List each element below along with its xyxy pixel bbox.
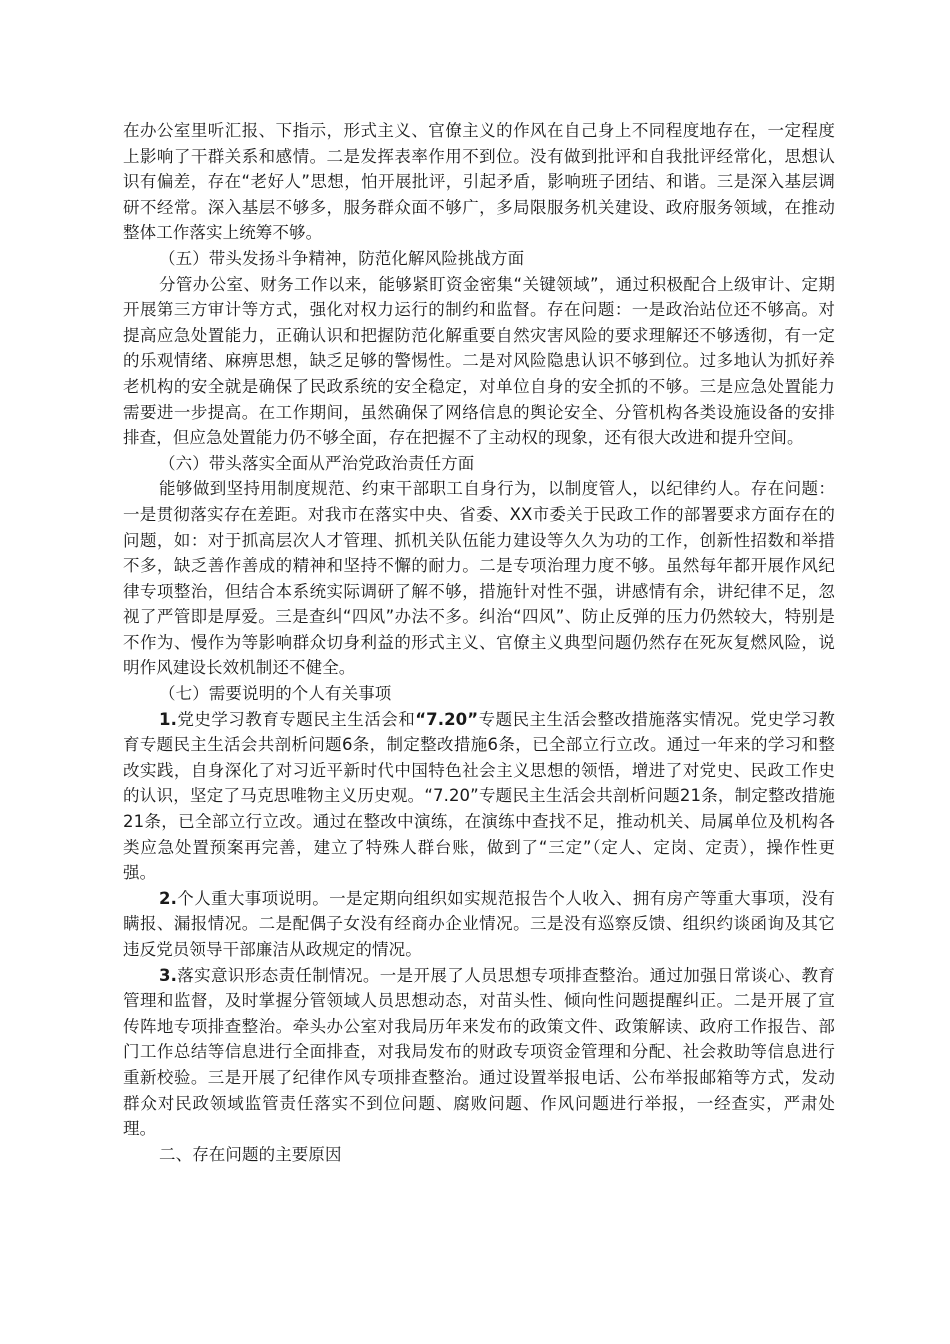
- paragraph-section-5: 分管办公室、财务工作以来，能够紧盯资金密集“关键领域”，通过积极配合上级审计、定期开展第三方审计等方式，强化对权力运行的制约和监督。存在问题：一是政治站位还不够高。对提高应急处置能力，正确认识和把握防范化解重要自然灾害风险的要求理解还不够透彻，有一定的乐观情绪、麻痹思想，缺乏足够的警惕性。二是对风险隐患认识不够到位。过多地认为抓好养老机构的安全就是确保了民政系统的安全稳定，对单位自身的安全抓的不够。三是应急处置能力需要进一步提高。在工作期间，虽然确保了网络信息的舆论安全、分管机构各类设施设备的安排排查，但应急处置能力仍不够全面，存在把握不了主动权的现象，还有很大改进和提升空间。: [123, 274, 835, 448]
- paragraph-item-1: [123, 707, 835, 886]
- paragraph-section-6: 能够做到坚持用制度规范、约束干部职工自身行为，以制度管人，以纪律约人。存在问题：一是贯彻落实存在差距。对我市在落实中央、省委、XX市委关于民政工作的部署要求方面存在的问题，如：对于抓高层次人才管理、抓机关队伍能力建设等久久为功的工作，创新性招数和举措不多，缺乏善作善成的精神和坚持不懈的耐力。二是专项治理力度不够。虽然每年都开展作风纪律专项整治，但结合本系统实际调研了解不够，措施针对性不强，讲感情有余，讲纪律不足，忽视了严管即是厚爱。三是查纠“四风”办法不多。纠治“四风”、防止反弹的压力仍然较大，特别是不作为、慢作为等影响群众切身利益的形式主义、官僚主义典型问题仍然存在死灰复燃风险，说明作风建设长效机制还不健全。: [123, 479, 835, 678]
- item-number-1: 1.: [159, 709, 177, 729]
- section-heading-6: （六）带头落实全面从严治党政治责任方面: [159, 453, 475, 473]
- item-number-3: 3.: [159, 965, 177, 985]
- item-number-2: 2.: [159, 888, 177, 908]
- paragraph-intro: 在办公室里听汇报、下指示，形式主义、官僚主义的作风在自己身上不同程度地存在，一定程度上影响了干群关系和感情。二是发挥表率作用不到位。没有做到批评和自我批评经常化，思想认识有偏差，存在“老好人”思想，怕开展批评，引起矛盾，影响班子团结、和谐。三是深入基层调研不经常。深入基层不够多，服务群众面不够广，多局限服务机关建设、政府服务领域，在推动整体工作落实上统筹不够。: [123, 121, 835, 243]
- item-1-lead: 党史学习教育专题民主生活会和: [176, 709, 416, 729]
- paragraph-item-3: [123, 963, 835, 1142]
- section-heading-7: （七）需要说明的个人有关事项: [159, 684, 392, 704]
- section-heading-causes: 二、存在问题的主要原因: [159, 1144, 342, 1164]
- item-1-text: 专题民主生活会整改措施落实情况。党史学习教育专题民主生活会共剖析问题6条，制定整改措施6条，已全部立行立改。通过一年来的学习和整改实践，自身深化了对习近平新时代中国特色社会主义思想的领悟，增进了对党史、民政工作史的认识，坚定了马克思唯物主义历史观。“7.20”专题民主生活会共剖析问题21条，制定整改措施21条，已全部立行立改。通过在整改中演练，在演练中查找不足，推动机关、局属单位及机构各类应急处置预案再完善，建立了特殊人群台账，做到了“三定”（定人、定岗、定责），操作性更强。: [123, 709, 835, 883]
- item-1-bold-term: “7.20”: [415, 709, 479, 729]
- section-heading-5: （五）带头发扬斗争精神，防范化解风险挑战方面: [159, 248, 525, 268]
- document-page: [123, 118, 835, 1167]
- paragraph-item-2: [123, 886, 835, 963]
- item-3-text: 落实意识形态责任制情况。一是开展了人员思想专项排查整治。通过加强日常谈心、教育管理和监督，及时掌握分管领域人员思想动态，对苗头性、倾向性问题提醒纠正。二是开展了宣传阵地专项排查整治。牵头办公室对我局历年来发布的政策文件、政策解读、政府工作报告、部门工作总结等信息进行全面排查，对我局发布的财政专项资金管理和分配、社会救助等信息进行重新校验。三是开展了纪律作风专项排查整治。通过设置举报电话、公布举报邮箱等方式，发动群众对民政领域监管责任落实不到位问题、腐败问题、作风问题进行举报，一经查实，严肃处理。: [123, 965, 835, 1139]
- item-2-text: 个人重大事项说明。一是定期向组织如实规范报告个人收入、拥有房产等重大事项，没有瞒报、漏报情况。二是配偶子女没有经商办企业情况。三是没有巡察反馈、组织约谈函询及其它违反党员领导干部廉洁从政规定的情况。: [123, 888, 835, 959]
